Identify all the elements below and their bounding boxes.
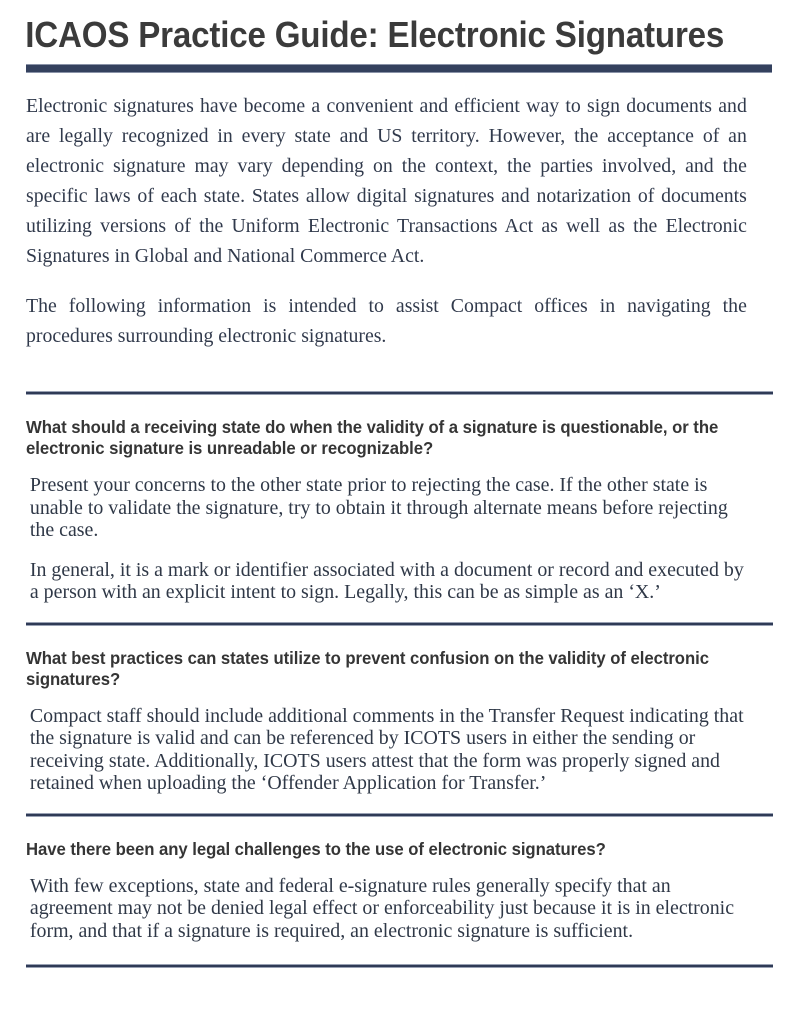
- spacer: [26, 860, 776, 875]
- spacer: [17, 351, 772, 391]
- spacer: [26, 459, 776, 474]
- spacer: [17, 626, 772, 648]
- title-underline-rule: [26, 64, 772, 73]
- qa-section-1: [26, 417, 776, 604]
- qa-question-2: What best practices can states utilize to prevent confusion on the validity of electronic signatures?: [26, 647, 709, 689]
- intro-section: [26, 91, 773, 351]
- qa-section-3: [26, 839, 776, 943]
- page-title: ICAOS Practice Guide: Electronic Signatures: [25, 14, 725, 55]
- spacer: [17, 942, 772, 964]
- spacer: [17, 795, 772, 813]
- section-divider-bottom: [26, 964, 773, 968]
- qa-answer-1-2: In general, it is a mark or identifier associated with a document or record and executed by a person with an explicit intent to sign. Legally, this can be as simple as an ‘X.’: [29, 558, 744, 603]
- qa-answer-3-1: With few exceptions, state and federal e-signature rules generally specify that an agreement may not be denied legal effect or enforceability just because it is in electronic form, and that if a signature is required, an electronic signature is sufficient.: [29, 874, 735, 942]
- qa-answer-2-1: Compact staff should include additional comments in the Transfer Request indicating that the signature is valid and can be referenced by ICOTS users in either the sending or receiving state. Additionally, ICOTS users attest that the form was properly signed and retained when uploading the ‘Offender Application for Transfer.’: [29, 704, 744, 794]
- qa-question-3: Have there been any legal challenges to the use of electronic signatures?: [26, 838, 606, 859]
- intro-paragraph-2: The following information is intended to assist Compact offices in navigating the procedures surrounding electronic signatures.: [26, 295, 747, 347]
- qa-answer-1-1: Present your concerns to the other state prior to rejecting the case. If the other state is unable to validate the signature, try to obtain it through alternate means before rejecting the case.: [29, 474, 728, 541]
- qa-question-1: What should a receiving state do when the validity of a signature is questionable, or the electronic signature is unreadable or recognizable?: [26, 417, 719, 458]
- spacer: [17, 604, 772, 622]
- spacer: [26, 690, 776, 705]
- intro-paragraph-1: Electronic signatures have become a convenient and efficient way to sign documents and are legally recognized in every state and US territory. However, the acceptance of an electronic signature may vary depending on the context, the parties involved, and the specific laws of each state. States allow digital signatures and notarization of documents utilizing versions of the Uniform Electronic Transactions Act as well as the Electronic Signatures in Global and National Commerce Act.: [26, 95, 747, 267]
- qa-section-2: [26, 648, 776, 795]
- spacer: [17, 817, 772, 839]
- spacer: [17, 395, 772, 417]
